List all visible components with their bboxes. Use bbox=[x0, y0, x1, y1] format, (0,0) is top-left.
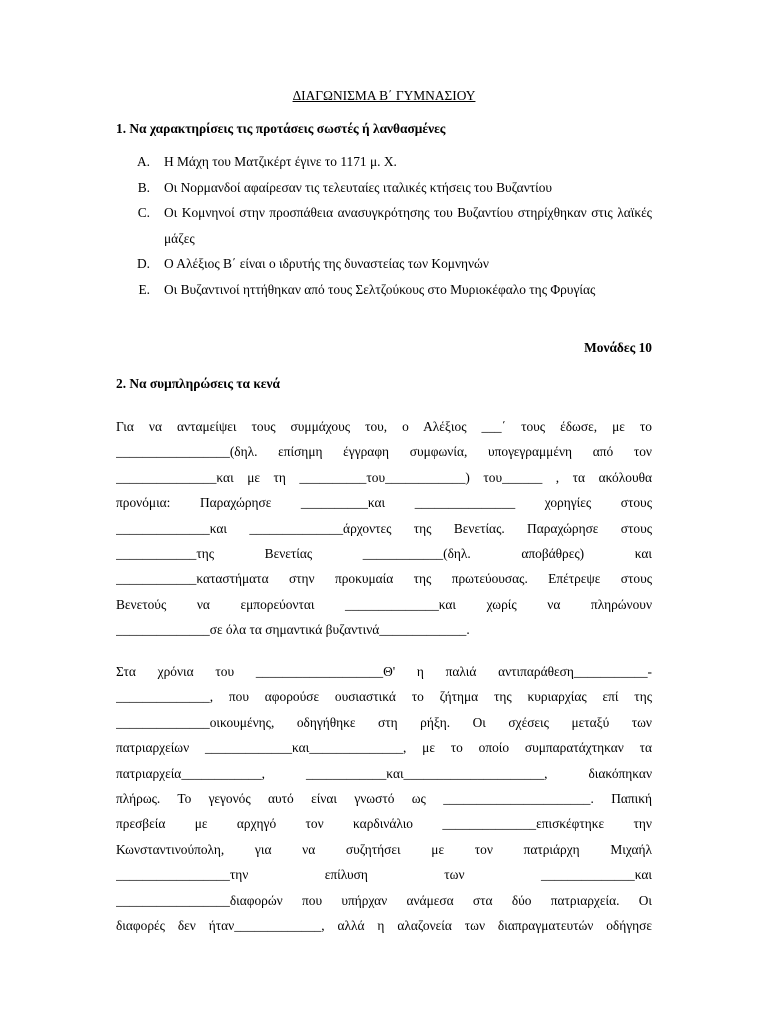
option-letter: E. bbox=[138, 281, 150, 297]
text-line: διαφορές δεν ήταν_____________, αλλά η αλαζονεία των διαπραγματευτών οδήγησε bbox=[116, 917, 652, 933]
text-line: _______________και με τη __________του____________) του______ , τα ακόλουθα bbox=[116, 469, 652, 485]
text-line: πλήρως. Το γεγονός αυτό είναι γνωστό ως ______________________. Παπική bbox=[116, 790, 652, 806]
text-line: ____________της Βενετίας ____________(δηλ. αποβάθρες) και bbox=[116, 545, 652, 561]
text-line: Στα χρόνια του ___________________Θ' η παλιά αντιπαράθεση___________- bbox=[116, 664, 652, 679]
question-1-heading: 1. Να χαρακτηρίσεις τις προτάσεις σωστές ή λανθασμένες bbox=[116, 121, 446, 136]
question-2-heading: 2. Να συμπληρώσεις τα κενά bbox=[116, 376, 280, 391]
text-line: _________________(δηλ. επίσημη έγγραφη συμφωνία, υπογεγραμμένη από τον bbox=[116, 444, 652, 460]
list-item bbox=[116, 149, 652, 175]
text-line: ____________καταστήματα στην προκυμαία της πρωτεύουσας. Επέτρεψε στους bbox=[116, 571, 652, 587]
option-letter: C. bbox=[137, 205, 150, 220]
option-text: Ο Αλέξιος Β΄ είναι ο ιδρυτής της δυναστείας των Κομνηνών bbox=[164, 256, 489, 271]
text-line: Για να ανταμείψει τους συμμάχους του, ο Αλέξιος ___΄ τους έδωσε, με το bbox=[116, 419, 652, 434]
page-title: ΔΙΑΓΩΝΙΣΜΑ Β΄ ΓΥΜΝΑΣΙΟΥ bbox=[292, 88, 476, 103]
text-line: ______________και ______________άρχοντες της Βενετίας. Παραχώρησε στους bbox=[116, 520, 652, 536]
option-text: Οι Νορμανδοί αφαίρεσαν τις τελευταίες ιταλικές κτήσεις του Βυζαντίου bbox=[164, 179, 553, 195]
list-item bbox=[116, 277, 652, 303]
option-letter: A. bbox=[136, 154, 150, 169]
option-text: Οι Βυζαντινοί ηττήθηκαν από τους Σελτζούκους στο Μυριοκέφαλο της Φρυγίας bbox=[164, 281, 596, 297]
text-line: προνόμια: Παραχώρησε __________και _______________ χορηγίες στους bbox=[116, 495, 652, 511]
text-line: ______________, που αφορούσε ουσιαστικά το ζήτημα της κυριαρχίας επί της bbox=[116, 689, 652, 705]
option-text: Οι Κομνηνοί στην προσπάθεια ανασυγκρότησης του Βυζαντίου στηρίχθηκαν στις λαϊκές μάζες bbox=[164, 205, 652, 246]
fill-in-paragraph-1 bbox=[116, 414, 652, 643]
question-1-options bbox=[116, 149, 652, 302]
text-line: πρεσβεία με αρχηγό τον καρδινάλιο ______________επισκέφτηκε την bbox=[116, 816, 652, 832]
text-line: πατριαρχείων _____________και______________, με το οποίο συμπαρατάχτηκαν τα bbox=[116, 740, 652, 756]
text-line: ______________οικουμένης, οδηγήθηκε στη ρήξη. Οι σχέσεις μεταξύ των bbox=[116, 714, 652, 730]
list-item bbox=[116, 251, 652, 277]
text-line: _________________διαφορών που υπήρχαν ανάμεσα στα δύο πατριαρχεία. Οι bbox=[116, 892, 652, 908]
text-line: πατριαρχεία____________, ____________και_____________________, διακόπηκαν bbox=[116, 765, 652, 781]
option-letter: B. bbox=[137, 179, 150, 195]
option-text: Η Μάχη του Ματζικέρτ έγινε το 1171 μ. Χ. bbox=[164, 154, 397, 169]
text-line: _________________την επίλυση των ______________και bbox=[116, 867, 652, 883]
fill-in-paragraph-2 bbox=[116, 659, 652, 938]
list-item bbox=[116, 200, 652, 251]
option-letter: D. bbox=[136, 256, 150, 271]
text-line: Κωνσταντινούπολη, για να συζητήσει με τον πατριάρχη Μιχαήλ bbox=[116, 841, 652, 857]
text-line: Βενετούς να εμπορεύονται ______________και χωρίς να πληρώνουν bbox=[116, 596, 652, 612]
marks-label: Μονάδες 10 bbox=[584, 340, 652, 355]
text-line: ______________σε όλα τα σημαντικά βυζαντινά_____________. bbox=[116, 622, 470, 638]
list-item bbox=[116, 175, 652, 201]
